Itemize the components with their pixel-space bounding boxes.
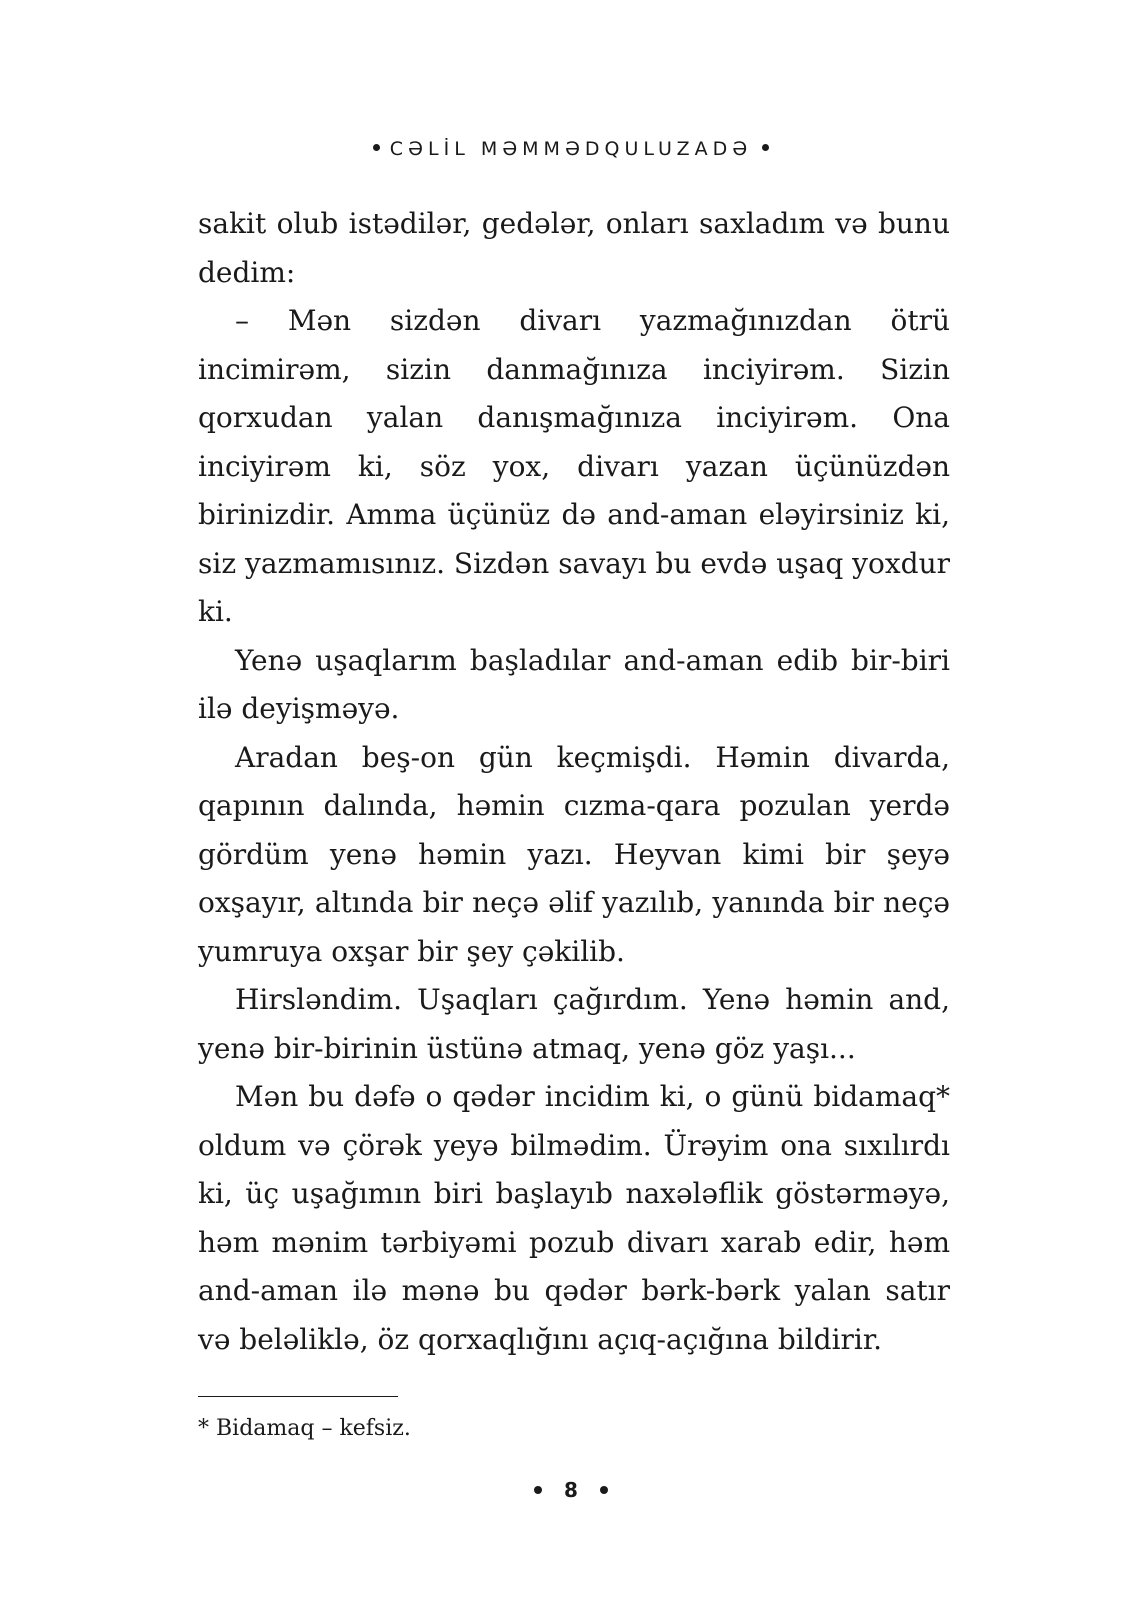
paragraph: – Mən sizdən divarı yazmağınızdan ötrü incimirəm, sizin danmağınıza inciyirəm. Sizin qorxudan yalan danışmağınıza inciyirəm. Ona inciyirəm ki, söz yox, divarı yazan üçünüzdən birinizdir. Amma üçünüz də and-aman eləyirsiniz ki, siz yazmamısınız. Sizdən savayı bu evdə uşaq yoxdur ki. — [198, 304, 950, 628]
paragraph: Mən bu dəfə o qədər incidim ki, o günü bidamaq* oldum və çörək yeyə bilmədim. Ürəyim ona sıxılırdı ki, üç uşağımın biri başlayıb naxələflik göstərməyə, həm mənim tərbiyəmi pozub divarı xarab edir, həm and-aman ilə mənə bu qədər bərk-bərk yalan satır və beləliklə, öz qorxaqlığını açıq-açığına bildirir. — [198, 1080, 950, 1356]
footer-left-bullet — [534, 1486, 542, 1494]
page-footer — [0, 1478, 1142, 1502]
header-right-bullet — [762, 144, 769, 151]
running-title: CƏLİL MƏMMƏDQULUZADƏ — [389, 138, 753, 160]
page-number: 8 — [564, 1478, 578, 1502]
paragraph: Yenə uşaqlarım başladılar and-aman edib bir-biri ilə deyişməyə. — [198, 643, 950, 725]
footer-right-bullet — [600, 1486, 608, 1494]
paragraph: Aradan beş-on gün keçmişdi. Həmin divarda, qapının dalında, həmin cızma-qara pozulan yerdə gördüm yenə həmin yazı. Heyvan kimi bir şeyə oxşayır, altında bir neçə əlif yazılıb, yanında bir neçə yumruya oxşar bir şey çəkilib. — [198, 740, 950, 968]
paragraph: Hirsləndim. Uşaqları çağırdım. Yenə həmin and, yenə bir-birinin üstünə atmaq, yenə göz yaşı... — [198, 983, 950, 1065]
running-header — [0, 138, 1142, 160]
header-left-bullet — [373, 144, 380, 151]
paragraph: sakit olub istədilər, gedələr, onları saxladım və bunu dedim: — [198, 207, 950, 289]
footnote-rule — [198, 1396, 398, 1397]
footnote: * Bidamaq – kefsiz. — [198, 1416, 411, 1441]
main-text — [198, 200, 950, 1364]
